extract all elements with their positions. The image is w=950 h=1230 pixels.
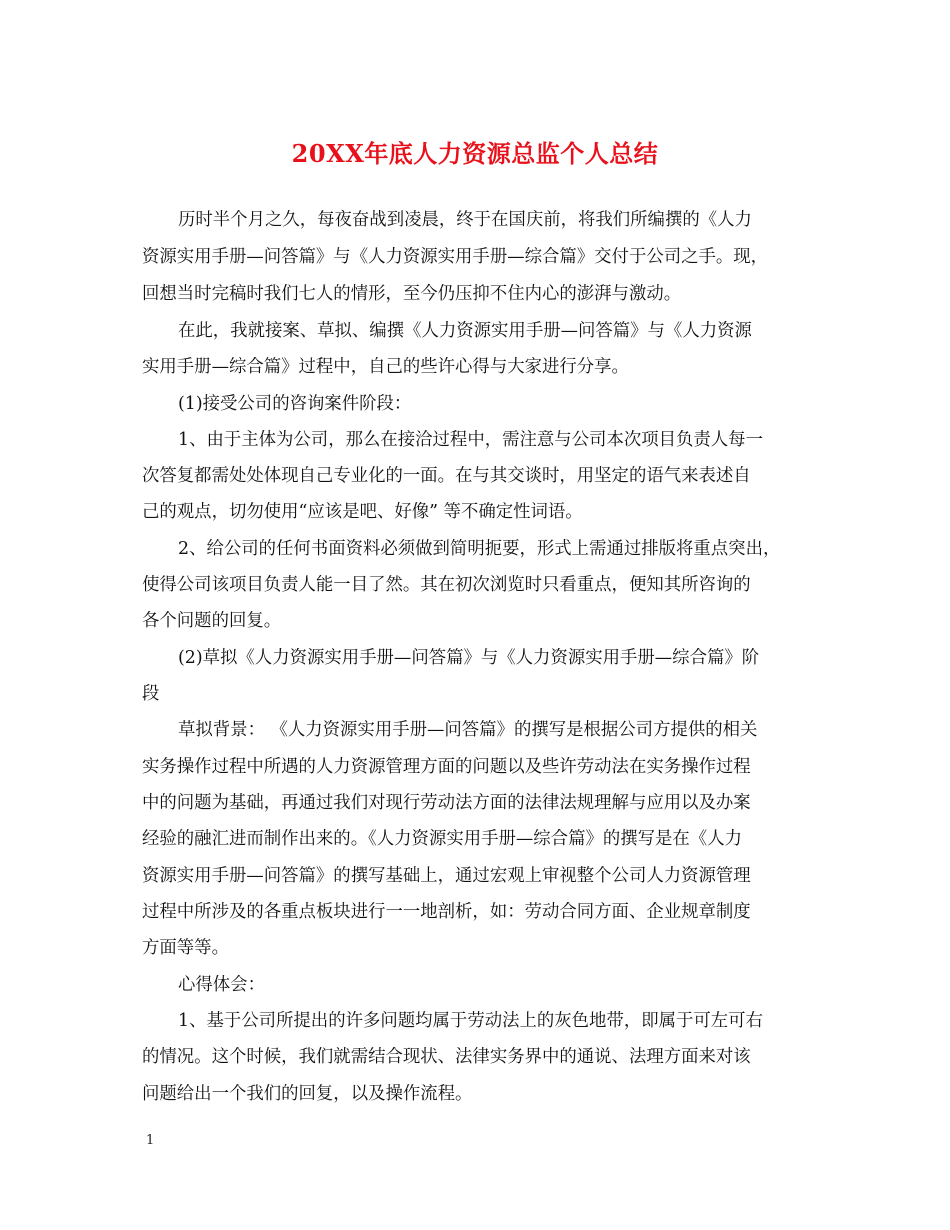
- paragraph-line: 资源实用手册—问答篇》与《人力资源实用手册—综合篇》交付于公司之手。现，: [142, 247, 769, 267]
- paragraph-line: 实务操作过程中所遇的人力资源管理方面的问题以及些许劳动法在实务操作过程: [142, 757, 751, 777]
- paragraph-line: 的情况。这个时候，我们就需结合现状、法律实务界中的通说、法理方面来对该: [142, 1047, 751, 1067]
- document-title: 20XX年底人力资源总监个人总结: [291, 139, 659, 168]
- paragraph-line: 过程中所涉及的各重点板块进行一一地剖析，如：劳动合同方面、企业规章制度: [142, 902, 751, 922]
- paragraph-line: 使得公司该项目负责人能一目了然。其在初次浏览时只看重点，便知其所咨询的: [142, 575, 751, 595]
- paragraph-line: 己的观点，切勿使用“应该是吧、好像” 等不确定性词语。: [142, 502, 583, 522]
- page-number: 1: [146, 1133, 155, 1148]
- paragraph-line: 实用手册—综合篇》过程中，自己的些许心得与大家进行分享。: [142, 357, 629, 377]
- paragraph-line: 方面等等。: [142, 938, 229, 958]
- paragraph-line: 经验的融汇进而制作出来的。《人力资源实用手册—综合篇》的撰写是在《人力: [142, 829, 742, 849]
- paragraph-line: 回想当时完稿时我们七人的情形，至今仍压抑不住内心的澎湃与激动。: [142, 284, 682, 304]
- paragraph-line: 段: [142, 684, 160, 704]
- paragraph-line: 心得体会：: [178, 975, 265, 995]
- paragraph-line: 中的问题为基础，再通过我们对现行劳动法方面的法律法规理解与应用以及办案: [142, 793, 751, 813]
- paragraph-line: (2)草拟《人力资源实用手册—问答篇》与《人力资源实用手册—综合篇》阶: [178, 648, 760, 668]
- paragraph-line: 资源实用手册—问答篇》的撰写基础上，通过宏观上审视整个公司人力资源管理: [142, 866, 751, 886]
- paragraph-line: 历时半个月之久，每夜奋战到凌晨，终于在国庆前，将我们所编撰的《人力: [178, 210, 752, 230]
- paragraph-line: 问题给出一个我们的回复，以及操作流程。: [142, 1084, 473, 1104]
- paragraph-line: 草拟背景： 《人力资源实用手册—问答篇》的撰写是根据公司方提供的相关: [178, 720, 758, 740]
- paragraph-line: 在此，我就接案、草拟、编撰《人力资源实用手册—问答篇》与《人力资源: [178, 321, 752, 341]
- paragraph-line: 1、由于主体为公司，那么在接洽过程中，需注意与公司本次项目负责人每一: [178, 430, 763, 450]
- paragraph-line: 1、基于公司所提出的许多问题均属于劳动法上的灰色地带，即属于可左可右: [178, 1011, 763, 1031]
- paragraph-line: 次答复都需处处体现自己专业化的一面。在与其交谈时，用坚定的语气来表述自: [142, 466, 751, 486]
- paragraph-line: 2、给公司的任何书面资料必须做到简明扼要，形式上需通过排版将重点突出，: [178, 539, 781, 559]
- paragraph-line: 各个问题的回复。: [142, 611, 282, 631]
- paragraph-line: (1)接受公司的咨询案件阶段：: [178, 394, 412, 414]
